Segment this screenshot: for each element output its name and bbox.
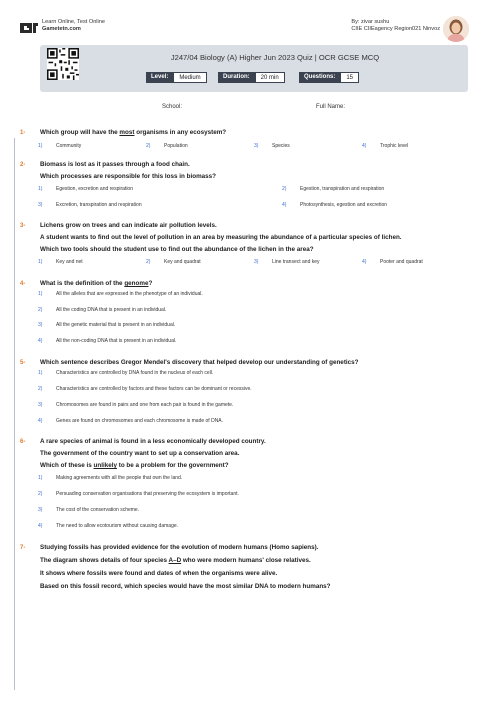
question-text-line: Which sentence describes Gregor Mendel's discovery that helped develop our understanding of genetics?	[40, 359, 359, 366]
option-4[interactable]: 4) Trophic level	[362, 143, 409, 149]
duration-pill	[218, 72, 285, 83]
author-block	[351, 19, 440, 33]
left-margin-line	[14, 138, 15, 690]
question-text-line: Which processes are responsible for this loss in biomass?	[40, 173, 217, 180]
level-pill	[146, 72, 207, 83]
question-text: The diagram shows details of four species A–D who were modern humans' close relatives.	[40, 557, 311, 564]
questions-pill	[299, 72, 359, 83]
question-number: 5-	[20, 360, 26, 366]
level-label: Level:	[146, 72, 173, 83]
questions-value: 15	[340, 72, 359, 83]
option-2[interactable]: 2) Key and quadrat	[146, 259, 201, 265]
option-3[interactable]: 3) All the genetic material that is present in an individual.	[38, 322, 176, 328]
option-4[interactable]: 4) Genes are found on chromosomes and each chromosome is made of DNA.	[38, 418, 224, 424]
option-1[interactable]: 1) Characteristics are controlled by DNA found in the nucleus of each cell.	[38, 370, 214, 376]
question-text-line: A rare species of animal is found in a less economically developed country.	[40, 438, 266, 445]
option-1[interactable]: 1) Community	[38, 143, 82, 149]
question-text-line: Lichens grow on trees and can indicate air pollution levels.	[40, 222, 217, 229]
gametetn-logo-icon	[18, 20, 40, 36]
author-affiliation: CIIE CIIEagency Region021 Ninvoz	[351, 26, 440, 32]
option-3[interactable]: 3) Species	[254, 143, 290, 149]
question-number: 7-	[20, 545, 26, 551]
option-2[interactable]: 2) Persuading conservation organisations that preserving the ecosystem is important.	[38, 491, 239, 497]
qr-code-icon	[47, 48, 79, 80]
option-3[interactable]: 3) Excretion, transpiration and respiration	[38, 202, 142, 208]
question-number: 3-	[20, 223, 26, 229]
option-4[interactable]: 4) Pooter and quadrat	[362, 259, 423, 265]
option-2[interactable]: 2) Population	[146, 143, 188, 149]
question-text-line: A student wants to find out the level of pollution in an area by measuring the abundance of a particular species of lichen.	[40, 234, 402, 241]
option-2[interactable]: 2) All the coding DNA that is present in an individual.	[38, 307, 167, 313]
brand-tagline: Learn Online, Test Online	[42, 19, 106, 25]
question-number: 1-	[20, 130, 26, 136]
brand-block	[42, 19, 105, 33]
question-text-line: It shows where fossils were found and dates of when the organisms were alive.	[40, 570, 278, 577]
question-text-line: Based on this fossil record, which species would have the most similar DNA to modern humans?	[40, 583, 331, 590]
question-text: Which group will have the most organisms in any ecosystem?	[40, 129, 227, 136]
brand-site[interactable]: Gametetn.com	[42, 26, 81, 32]
option-4[interactable]: 4) All the non-coding DNA that is present in an individual.	[38, 338, 177, 344]
option-1[interactable]: 1) All the alleles that are expressed in the phenotype of an individual.	[38, 291, 203, 297]
question-text: Which of these is unlikely to be a problem for the government?	[40, 462, 229, 469]
avatar	[443, 16, 469, 42]
option-2[interactable]: 2) Egestion, transpiration and respiration	[282, 186, 385, 192]
duration-value: 20 min	[255, 72, 285, 83]
option-1[interactable]: 1) Making agreements with all the people that own the land.	[38, 475, 183, 481]
questions-label: Questions:	[299, 72, 340, 83]
option-1[interactable]: 1) Egestion, excretion and respiration	[38, 186, 133, 192]
question-number: 4-	[20, 281, 26, 287]
question-text: What is the definition of the genome?	[40, 280, 153, 287]
option-3[interactable]: 3) Chromosomes are found in pairs and one from each pair is found in the gamete.	[38, 402, 234, 408]
question-text-line: Studying fossils has provided evidence for the evolution of modern humans (Homo sapiens).	[40, 544, 319, 551]
question-text-line: Which two tools should the student use to find out the abundance of the lichen in the area?	[40, 246, 314, 253]
option-3[interactable]: 3) The cost of the conservation scheme.	[38, 507, 140, 513]
question-number: 6-	[20, 439, 26, 445]
school-field-label: School:	[162, 104, 183, 110]
option-1[interactable]: 1) Key and net	[38, 259, 83, 265]
question-text-line: The government of the country want to set up a conservation area.	[40, 450, 240, 457]
avatar-portrait-icon	[443, 16, 469, 42]
question-number: 2-	[20, 162, 26, 168]
option-3[interactable]: 3) Line transect and key	[254, 259, 320, 265]
option-4[interactable]: 4) The need to allow ecotourism without causing damage.	[38, 523, 179, 529]
quiz-title: J247/04 Biology (A) Higher Jun 2023 Quiz | OCR GCSE MCQ	[170, 53, 380, 62]
option-4[interactable]: 4) Photosynthesis, egestion and excretion	[282, 202, 387, 208]
option-2[interactable]: 2) Characteristics are controlled by factors and these factors can be dominant or recessive.	[38, 386, 252, 392]
full-name-field-label: Full Name:	[316, 104, 346, 110]
question-text-line: Biomass is lost as it passes through a food chain.	[40, 161, 190, 168]
author-name: By: zivar sushu	[351, 19, 390, 25]
duration-label: Duration:	[218, 72, 255, 83]
level-value: Medium	[173, 72, 206, 83]
